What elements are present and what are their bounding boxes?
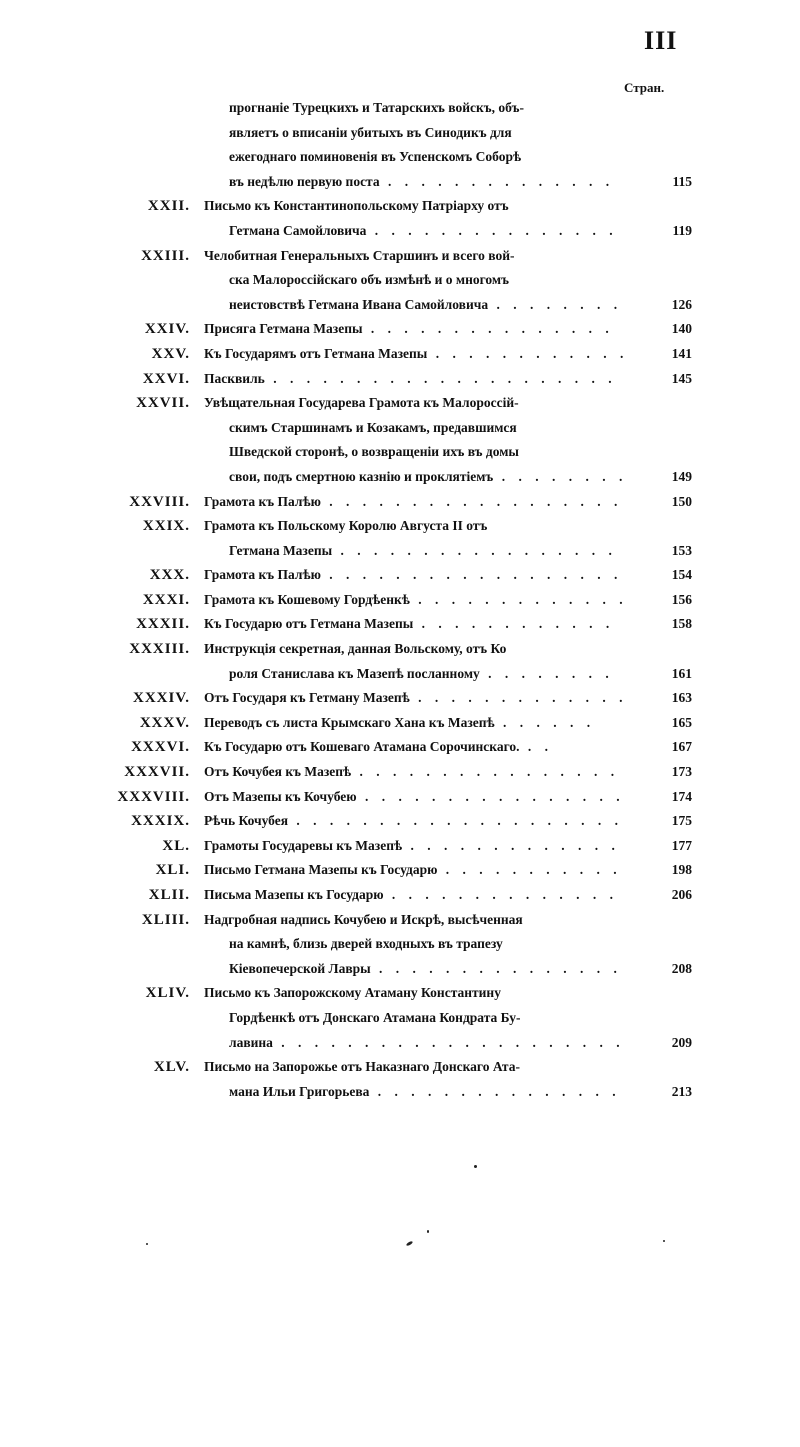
toc-line xyxy=(0,198,800,223)
toc-line xyxy=(0,1010,800,1035)
toc-entry-text: Челобитная Генеральныхъ Старшинъ и всего вой- xyxy=(204,247,515,263)
toc-entry-page: 161 xyxy=(671,665,692,681)
leader-dots: . . . . . . . . xyxy=(479,665,614,681)
toc-entry-text: ска Малороссійскаго объ измѣнѣ и о многомъ xyxy=(229,272,509,288)
toc-entry-text: Пасквиль xyxy=(204,370,265,386)
toc-entry-title xyxy=(204,912,523,928)
toc-line xyxy=(0,321,800,346)
toc-entry-text: Гетмана Мазепы xyxy=(229,542,333,558)
toc-entry-numeral: XXXV. xyxy=(139,714,190,731)
toc-line xyxy=(0,985,800,1010)
leader-dots: . . . . . . . . . . . . . . . . . . . . xyxy=(288,813,624,829)
toc-entry-numeral: XXXVI. xyxy=(131,739,190,756)
toc-line xyxy=(0,494,800,519)
toc-entry-title xyxy=(204,592,628,608)
toc-entry-text: ежегоднаго поминовенія въ Успенскомъ Соборѣ xyxy=(229,149,522,165)
toc-entry-text: Отъ Мазепы къ Кочубею xyxy=(204,788,357,804)
toc-entry-text: Письмо на Запорожье отъ Наказнаго Донскаго Ата- xyxy=(204,1059,520,1075)
toc-entry-numeral: XXVI. xyxy=(142,370,190,387)
speck xyxy=(427,1230,429,1233)
leader-dots: . . . . . . . . . . . . . . . xyxy=(369,1083,621,1099)
toc-entry-title xyxy=(204,616,614,632)
toc-line xyxy=(0,666,800,691)
toc-entry-numeral: XXV. xyxy=(151,345,190,362)
toc-entry-numeral: XLIII. xyxy=(141,911,190,928)
toc-entry-text: въ недѣлю первую поста xyxy=(229,173,380,189)
toc-entry-numeral: XXIV. xyxy=(144,321,190,338)
toc-entry-page: 158 xyxy=(671,616,692,632)
toc-entry-page: 213 xyxy=(671,1083,692,1099)
toc-entry-numeral: XLIV. xyxy=(145,985,190,1002)
toc-entry-title xyxy=(204,690,628,706)
leader-dots: . . . . . . . . . . . . . xyxy=(409,591,628,607)
toc-entry-numeral: XXVIII. xyxy=(129,493,190,510)
leader-dots: . . . . . . . . . . . . . . xyxy=(379,173,615,189)
toc-entry-page: 115 xyxy=(672,173,692,189)
toc-entry-title xyxy=(204,1059,520,1075)
toc-entry-title xyxy=(204,567,622,583)
toc-entry-title xyxy=(229,961,622,977)
toc-entry-text: на камнѣ, близь дверей входныхъ въ трапезу xyxy=(229,936,503,952)
toc-entry-text: Грамота къ Палѣю xyxy=(204,493,321,509)
toc-entry-page: 208 xyxy=(671,960,692,976)
leader-dots: . . . . . . . . . . . . . . . . . . xyxy=(320,567,623,583)
toc-entry-title xyxy=(204,641,506,657)
toc-entry-title xyxy=(229,543,617,559)
leader-dots: . . . . . . . . xyxy=(493,468,628,484)
toc-line xyxy=(0,149,800,174)
toc-line xyxy=(0,174,800,199)
toc-line xyxy=(0,297,800,322)
toc-entry-numeral: XLV. xyxy=(153,1059,190,1076)
leader-dots: . . . . . . . . . . . . . xyxy=(409,690,628,706)
toc-entry-page: 165 xyxy=(671,714,692,730)
toc-entry-title xyxy=(229,666,614,682)
toc-entry-numeral: XXXVIII. xyxy=(117,788,190,805)
toc-entry-text: Присяга Гетмана Мазепы xyxy=(204,321,363,337)
toc-entry-numeral: XXII. xyxy=(147,198,190,215)
toc-line xyxy=(0,739,800,764)
toc-entry-page: 173 xyxy=(671,764,692,780)
toc-line xyxy=(0,1084,800,1109)
leader-dots: . . xyxy=(519,739,554,755)
toc-line xyxy=(0,616,800,641)
leader-dots: . . . . . . . . . . . . . . . . . . . . . xyxy=(272,1034,625,1050)
leader-dots: . . . . . . . . xyxy=(488,296,623,312)
toc-entry-title xyxy=(229,272,509,288)
toc-entry-page: 156 xyxy=(671,591,692,607)
toc-entry-title xyxy=(229,444,519,460)
toc-entry-page: 154 xyxy=(671,567,692,583)
toc-entry-numeral: XL. xyxy=(162,837,190,854)
toc-entry-numeral: XXVII. xyxy=(136,395,190,412)
toc-line xyxy=(0,813,800,838)
toc-entry-title xyxy=(204,248,515,264)
toc-entry-title xyxy=(204,518,487,534)
toc-line xyxy=(0,567,800,592)
toc-entry-numeral: XXIX. xyxy=(142,518,190,535)
toc-entry-title xyxy=(229,223,618,239)
toc-entry-text: Инструкція секретная, данная Вольскому, отъ Ко xyxy=(204,641,507,657)
toc-entry-text: роля Станислава къ Мазепѣ посланному xyxy=(229,665,480,681)
toc-entry-text: Грамоты Государевы къ Мазепѣ xyxy=(204,837,403,853)
page-number: III xyxy=(644,26,678,55)
speck xyxy=(406,1240,414,1246)
leader-dots: . . . . . . . . . . . . . . . xyxy=(362,321,614,337)
toc-entry-text: Письма Мазепы къ Государю xyxy=(204,887,384,902)
toc-entry-page: 150 xyxy=(671,493,692,509)
toc-entry-numeral: XXIII. xyxy=(141,247,190,264)
toc-entry-title xyxy=(204,985,501,1001)
toc-entry-title xyxy=(204,764,619,780)
toc-line xyxy=(0,223,800,248)
toc-entry-text: являетъ о вписаніи убитыхъ въ Синодикъ для xyxy=(229,124,512,140)
speck xyxy=(663,1240,665,1242)
toc-line xyxy=(0,838,800,863)
toc-entry-title xyxy=(204,838,620,854)
toc-line xyxy=(0,125,800,150)
toc-entry-page: 209 xyxy=(671,1034,692,1050)
toc-entry-title xyxy=(229,297,622,313)
toc-entry-text: скимъ Старшинамъ и Козакамъ, предавшимся xyxy=(229,419,517,435)
page-column-heading: Стран. xyxy=(624,80,665,95)
toc-entry-numeral: XXXII. xyxy=(136,616,190,633)
toc-entry-title xyxy=(204,395,519,411)
toc-entry-page: 126 xyxy=(671,296,692,312)
leader-dots: . . . . . . . . . . . . xyxy=(413,616,615,632)
toc-entry-page: 175 xyxy=(671,813,692,829)
toc-entry-title xyxy=(229,100,524,116)
toc-entry-page: 149 xyxy=(671,468,692,484)
toc-entry-text: Гордѣенкѣ отъ Донскаго Атамана Кондрата Бу- xyxy=(229,1009,521,1025)
toc-line xyxy=(0,715,800,740)
toc-line xyxy=(0,543,800,568)
toc-entry-title xyxy=(229,469,627,485)
toc-entry-title xyxy=(204,371,617,387)
toc-entry-text: неистовствѣ Гетмана Ивана Самойловича xyxy=(229,296,489,312)
leader-dots: . . . . . . . . . . . . . . xyxy=(383,887,619,902)
toc-entry-title xyxy=(229,1010,520,1026)
toc-entry-text: свои, подъ смертною казнію и проклятіемъ xyxy=(229,468,494,484)
speck xyxy=(146,1243,148,1245)
toc-entry-title xyxy=(204,739,553,755)
toc-entry-page: 198 xyxy=(671,862,692,878)
toc-entry-text: Къ Государямъ отъ Гетмана Мазепы xyxy=(204,345,428,361)
toc-entry-title xyxy=(229,149,521,165)
leader-dots: . . . . . . . . . . . xyxy=(437,862,622,878)
toc-line xyxy=(0,272,800,297)
toc-entry-page: 119 xyxy=(672,222,692,238)
toc-entry-text: Шведской сторонѣ, о возвращеніи ихъ въ домы xyxy=(229,444,519,460)
toc-entry-text: Грамота къ Кошевому Гордѣенкѣ xyxy=(204,591,410,607)
toc-line xyxy=(0,248,800,273)
toc-line xyxy=(0,862,800,887)
table-of-contents xyxy=(0,100,800,1108)
toc-entry-numeral: XLI. xyxy=(155,862,190,879)
toc-entry-title xyxy=(229,125,512,141)
toc-line xyxy=(0,764,800,789)
toc-line xyxy=(0,420,800,445)
toc-line xyxy=(0,789,800,814)
leader-dots: . . . . . . . . . . . . . . . . . . . . . xyxy=(264,370,617,386)
toc-line xyxy=(0,469,800,494)
toc-entry-numeral: XXXIII. xyxy=(129,641,190,658)
toc-entry-text: Увѣщательная Государева Грамота къ Малороссій- xyxy=(204,395,519,411)
toc-line xyxy=(0,887,800,912)
toc-line xyxy=(0,936,800,961)
toc-entry-page: 153 xyxy=(671,542,692,558)
toc-entry-title xyxy=(204,813,623,829)
toc-entry-title xyxy=(204,789,625,805)
toc-entry-title xyxy=(204,321,614,337)
toc-entry-text: Грамота къ Палѣю xyxy=(204,567,321,583)
toc-entry-text: Кіевопечерской Лавры xyxy=(229,960,371,976)
toc-entry-title xyxy=(229,1084,621,1100)
leader-dots: . . . . . . . . . . . . . xyxy=(402,837,620,853)
toc-entry-text: Письмо Гетмана Мазепы къ Государю xyxy=(204,862,438,878)
toc-entry-page: 145 xyxy=(671,370,692,386)
toc-line xyxy=(0,690,800,715)
toc-line xyxy=(0,1059,800,1084)
leader-dots: . . . . . . . . . . . . . . . . . xyxy=(332,542,617,558)
toc-entry-title xyxy=(229,936,503,952)
leader-dots: . . . . . . . . . . . . . . . xyxy=(366,222,618,238)
toc-entry-text: мана Ильи Григорьева xyxy=(229,1083,370,1099)
leader-dots: . . . . . . . . . . . . . . . . xyxy=(356,788,625,804)
toc-entry-page: 174 xyxy=(671,788,692,804)
toc-entry-title xyxy=(229,1035,625,1051)
toc-entry-page: 141 xyxy=(671,345,692,361)
toc-entry-text: лавина xyxy=(229,1034,273,1050)
toc-entry-title xyxy=(229,420,517,436)
toc-entry-text: Рѣчь Кочубея xyxy=(204,813,289,829)
toc-entry-page: 163 xyxy=(671,690,692,706)
toc-entry-text: Отъ Государя къ Гетману Мазепѣ xyxy=(204,690,410,706)
toc-entry-title xyxy=(229,174,614,190)
toc-entry-text: Письмо къ Запорожскому Атаману Константину xyxy=(204,985,501,1001)
toc-entry-title xyxy=(204,715,595,731)
toc-entry-numeral: XXXI. xyxy=(142,591,190,608)
toc-entry-numeral: XXX. xyxy=(149,567,190,584)
toc-entry-numeral: XXXIV. xyxy=(133,690,190,707)
toc-line xyxy=(0,518,800,543)
toc-entry-page: 177 xyxy=(671,837,692,853)
toc-entry-title xyxy=(204,494,622,510)
toc-entry-title xyxy=(204,887,618,903)
toc-entry-text: Гетмана Самойловича xyxy=(229,222,367,238)
toc-entry-numeral: XXXVII. xyxy=(124,764,190,781)
toc-line xyxy=(0,395,800,420)
toc-line xyxy=(0,1035,800,1060)
toc-entry-text: Отъ Кочубея къ Мазепѣ xyxy=(204,764,352,780)
toc-entry-numeral: XXXIX. xyxy=(131,813,190,830)
leader-dots: . . . . . . . . . . . . . . . . xyxy=(351,764,620,780)
toc-entry-title xyxy=(204,198,509,214)
toc-line xyxy=(0,912,800,937)
toc-entry-title xyxy=(204,346,628,362)
toc-entry-page: 140 xyxy=(671,321,692,337)
toc-entry-text: Грамота къ Польскому Королю Августа II отъ xyxy=(204,518,488,534)
toc-entry-numeral: XLII. xyxy=(148,887,190,903)
toc-line xyxy=(0,346,800,371)
leader-dots: . . . . . . xyxy=(494,714,596,730)
toc-entry-text: Надгробная надпись Кочубею и Искрѣ, высѣченная xyxy=(204,911,523,927)
toc-entry-text: Къ Государю отъ Гетмана Мазепы xyxy=(204,616,414,632)
leader-dots: . . . . . . . . . . . . . . . xyxy=(370,960,622,976)
toc-line xyxy=(0,592,800,617)
toc-entry-text: Переводъ съ листа Крымскаго Хана къ Мазепѣ xyxy=(204,714,495,730)
toc-line xyxy=(0,100,800,125)
toc-line xyxy=(0,371,800,396)
toc-line xyxy=(0,444,800,469)
toc-entry-text: прогнаніе Турецкихъ и Татарскихъ войскъ, объ- xyxy=(229,100,524,115)
toc-entry-title xyxy=(204,862,622,878)
toc-line xyxy=(0,641,800,666)
toc-entry-text: Къ Государю отъ Кошеваго Атамана Сорочинскаго. xyxy=(204,739,520,755)
speck xyxy=(474,1165,477,1168)
toc-entry-page: 167 xyxy=(671,739,692,755)
toc-line xyxy=(0,961,800,986)
leader-dots: . . . . . . . . . . . . . . . . . . xyxy=(320,493,623,509)
leader-dots: . . . . . . . . . . . . xyxy=(427,345,629,361)
toc-entry-text: Письмо къ Константинопольскому Патріарху отъ xyxy=(204,198,509,214)
toc-entry-page: 206 xyxy=(671,887,692,902)
